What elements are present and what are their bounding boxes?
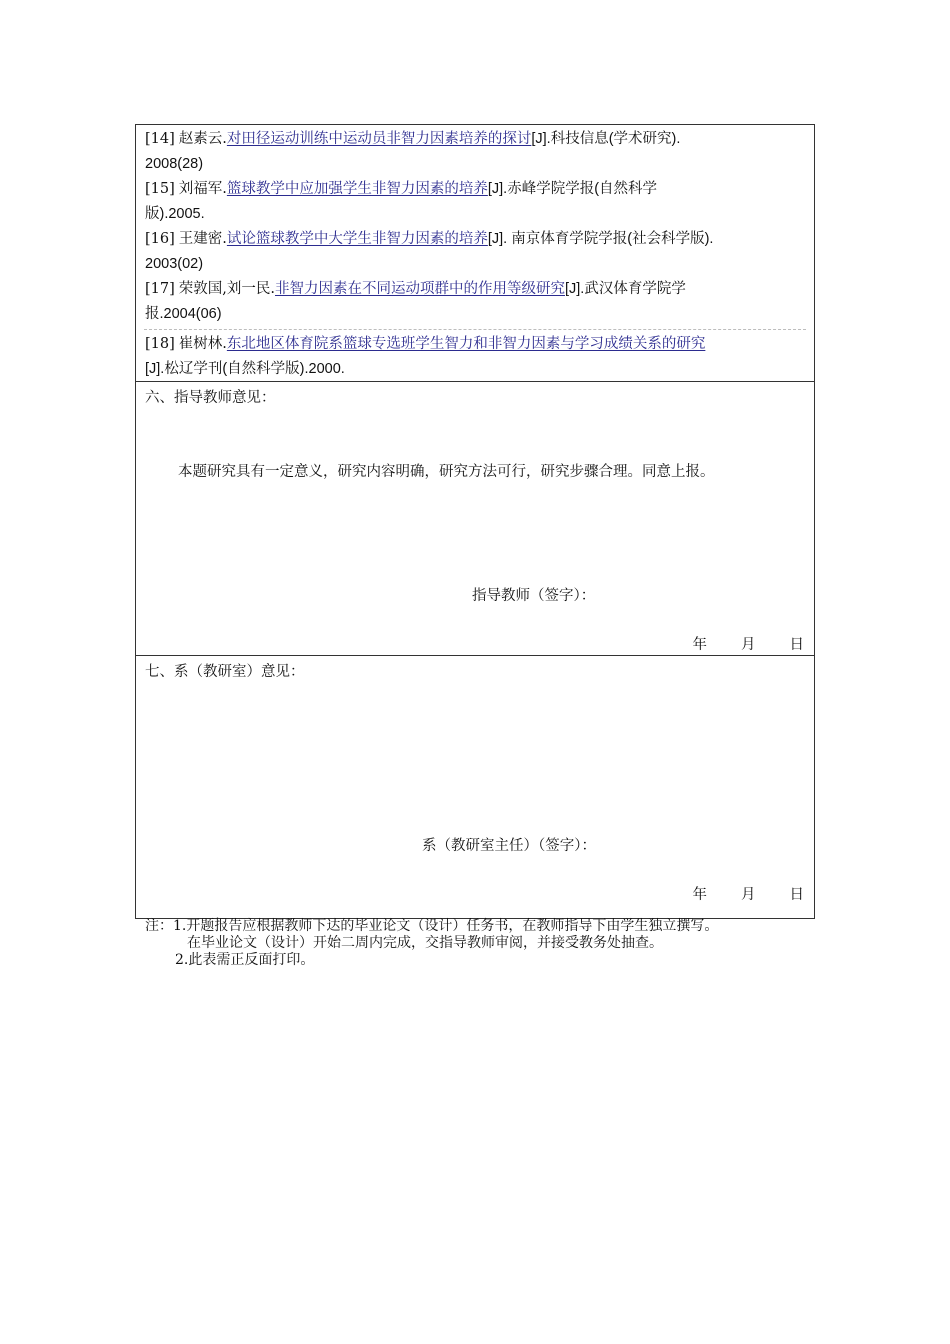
date-month: 月 — [741, 887, 756, 903]
reference-source: [J].武汉体育学院学 — [564, 281, 686, 297]
reference-source: [J]. 南京体育学院学报(社会科学版). — [487, 231, 714, 247]
advisor-opinion-cell — [136, 382, 814, 656]
reference-item-17 — [145, 277, 808, 327]
date-line — [693, 883, 805, 904]
reference-author: 崔树林. — [178, 336, 227, 352]
note-line-1: 注：1.开题报告应根据教师下达的毕业论文（设计）任务书，在教师指导下由学生独立撰写。 — [145, 918, 719, 934]
reference-item-15 — [145, 177, 808, 227]
form-notes — [145, 918, 825, 969]
department-opinion-cell — [136, 656, 814, 918]
reference-author: 荣敦国,刘一民. — [178, 281, 275, 297]
reference-link-14[interactable]: 对田径运动训练中运动员非智力因素培养的探讨 — [226, 131, 532, 147]
department-signature-label: 系（教研室主任）（签字）： — [422, 838, 596, 854]
reference-number: [16] — [145, 231, 175, 247]
date-month: 月 — [741, 637, 756, 653]
reference-tail: 版).2005. — [145, 206, 205, 222]
reference-tail: 2003(02) — [145, 256, 204, 272]
reference-link-18[interactable]: 东北地区体育院系篮球专选班学生智力和非智力因素与学习成绩关系的研究 — [226, 336, 706, 352]
section-title: 七、系（教研室）意见： — [145, 664, 305, 680]
reference-number: [14] — [145, 131, 175, 147]
reference-source: [J].科技信息(学术研究). — [531, 131, 681, 147]
date-year: 年 — [692, 637, 707, 653]
reference-number: [15] — [145, 181, 175, 197]
reference-item-16 — [145, 227, 808, 277]
reference-link-17[interactable]: 非智力因素在不同运动项群中的作用等级研究 — [274, 281, 565, 297]
page-break-divider — [144, 329, 806, 330]
reference-author: 刘福军. — [178, 181, 227, 197]
advisor-opinion-text: 本题研究具有一定意义，研究内容明确，研究方法可行，研究步骤合理。同意上报。 — [178, 464, 715, 480]
reference-tail: [J].松辽学刊(自然科学版).2000. — [145, 361, 345, 377]
reference-link-16[interactable]: 试论篮球教学中大学生非智力因素的培养 — [226, 231, 488, 247]
reference-item-18 — [145, 332, 808, 382]
reference-tail: 报.2004(06) — [145, 306, 222, 322]
reference-author: 王建密. — [178, 231, 227, 247]
note-line-2: 2.此表需正反面打印。 — [175, 952, 315, 968]
report-form-table — [135, 124, 815, 919]
section-title: 六、指导教师意见： — [145, 390, 276, 406]
reference-tail: 2008(28) — [145, 156, 204, 172]
date-day: 日 — [789, 637, 804, 653]
reference-item-14 — [145, 127, 808, 177]
reference-number: [17] — [145, 281, 175, 297]
reference-source: [J].赤峰学院学报(自然科学 — [487, 181, 658, 197]
references-cell — [136, 125, 814, 382]
reference-author: 赵素云. — [178, 131, 227, 147]
date-year: 年 — [692, 887, 707, 903]
date-day: 日 — [789, 887, 804, 903]
date-line — [693, 633, 805, 654]
note-line-1-continued: 在毕业论文（设计）开始二周内完成，交指导教师审阅，并接受教务处抽查。 — [187, 935, 663, 951]
reference-link-15[interactable]: 篮球教学中应加强学生非智力因素的培养 — [226, 181, 488, 197]
reference-number: [18] — [145, 336, 175, 352]
advisor-signature-label: 指导教师（签字）： — [472, 588, 596, 604]
